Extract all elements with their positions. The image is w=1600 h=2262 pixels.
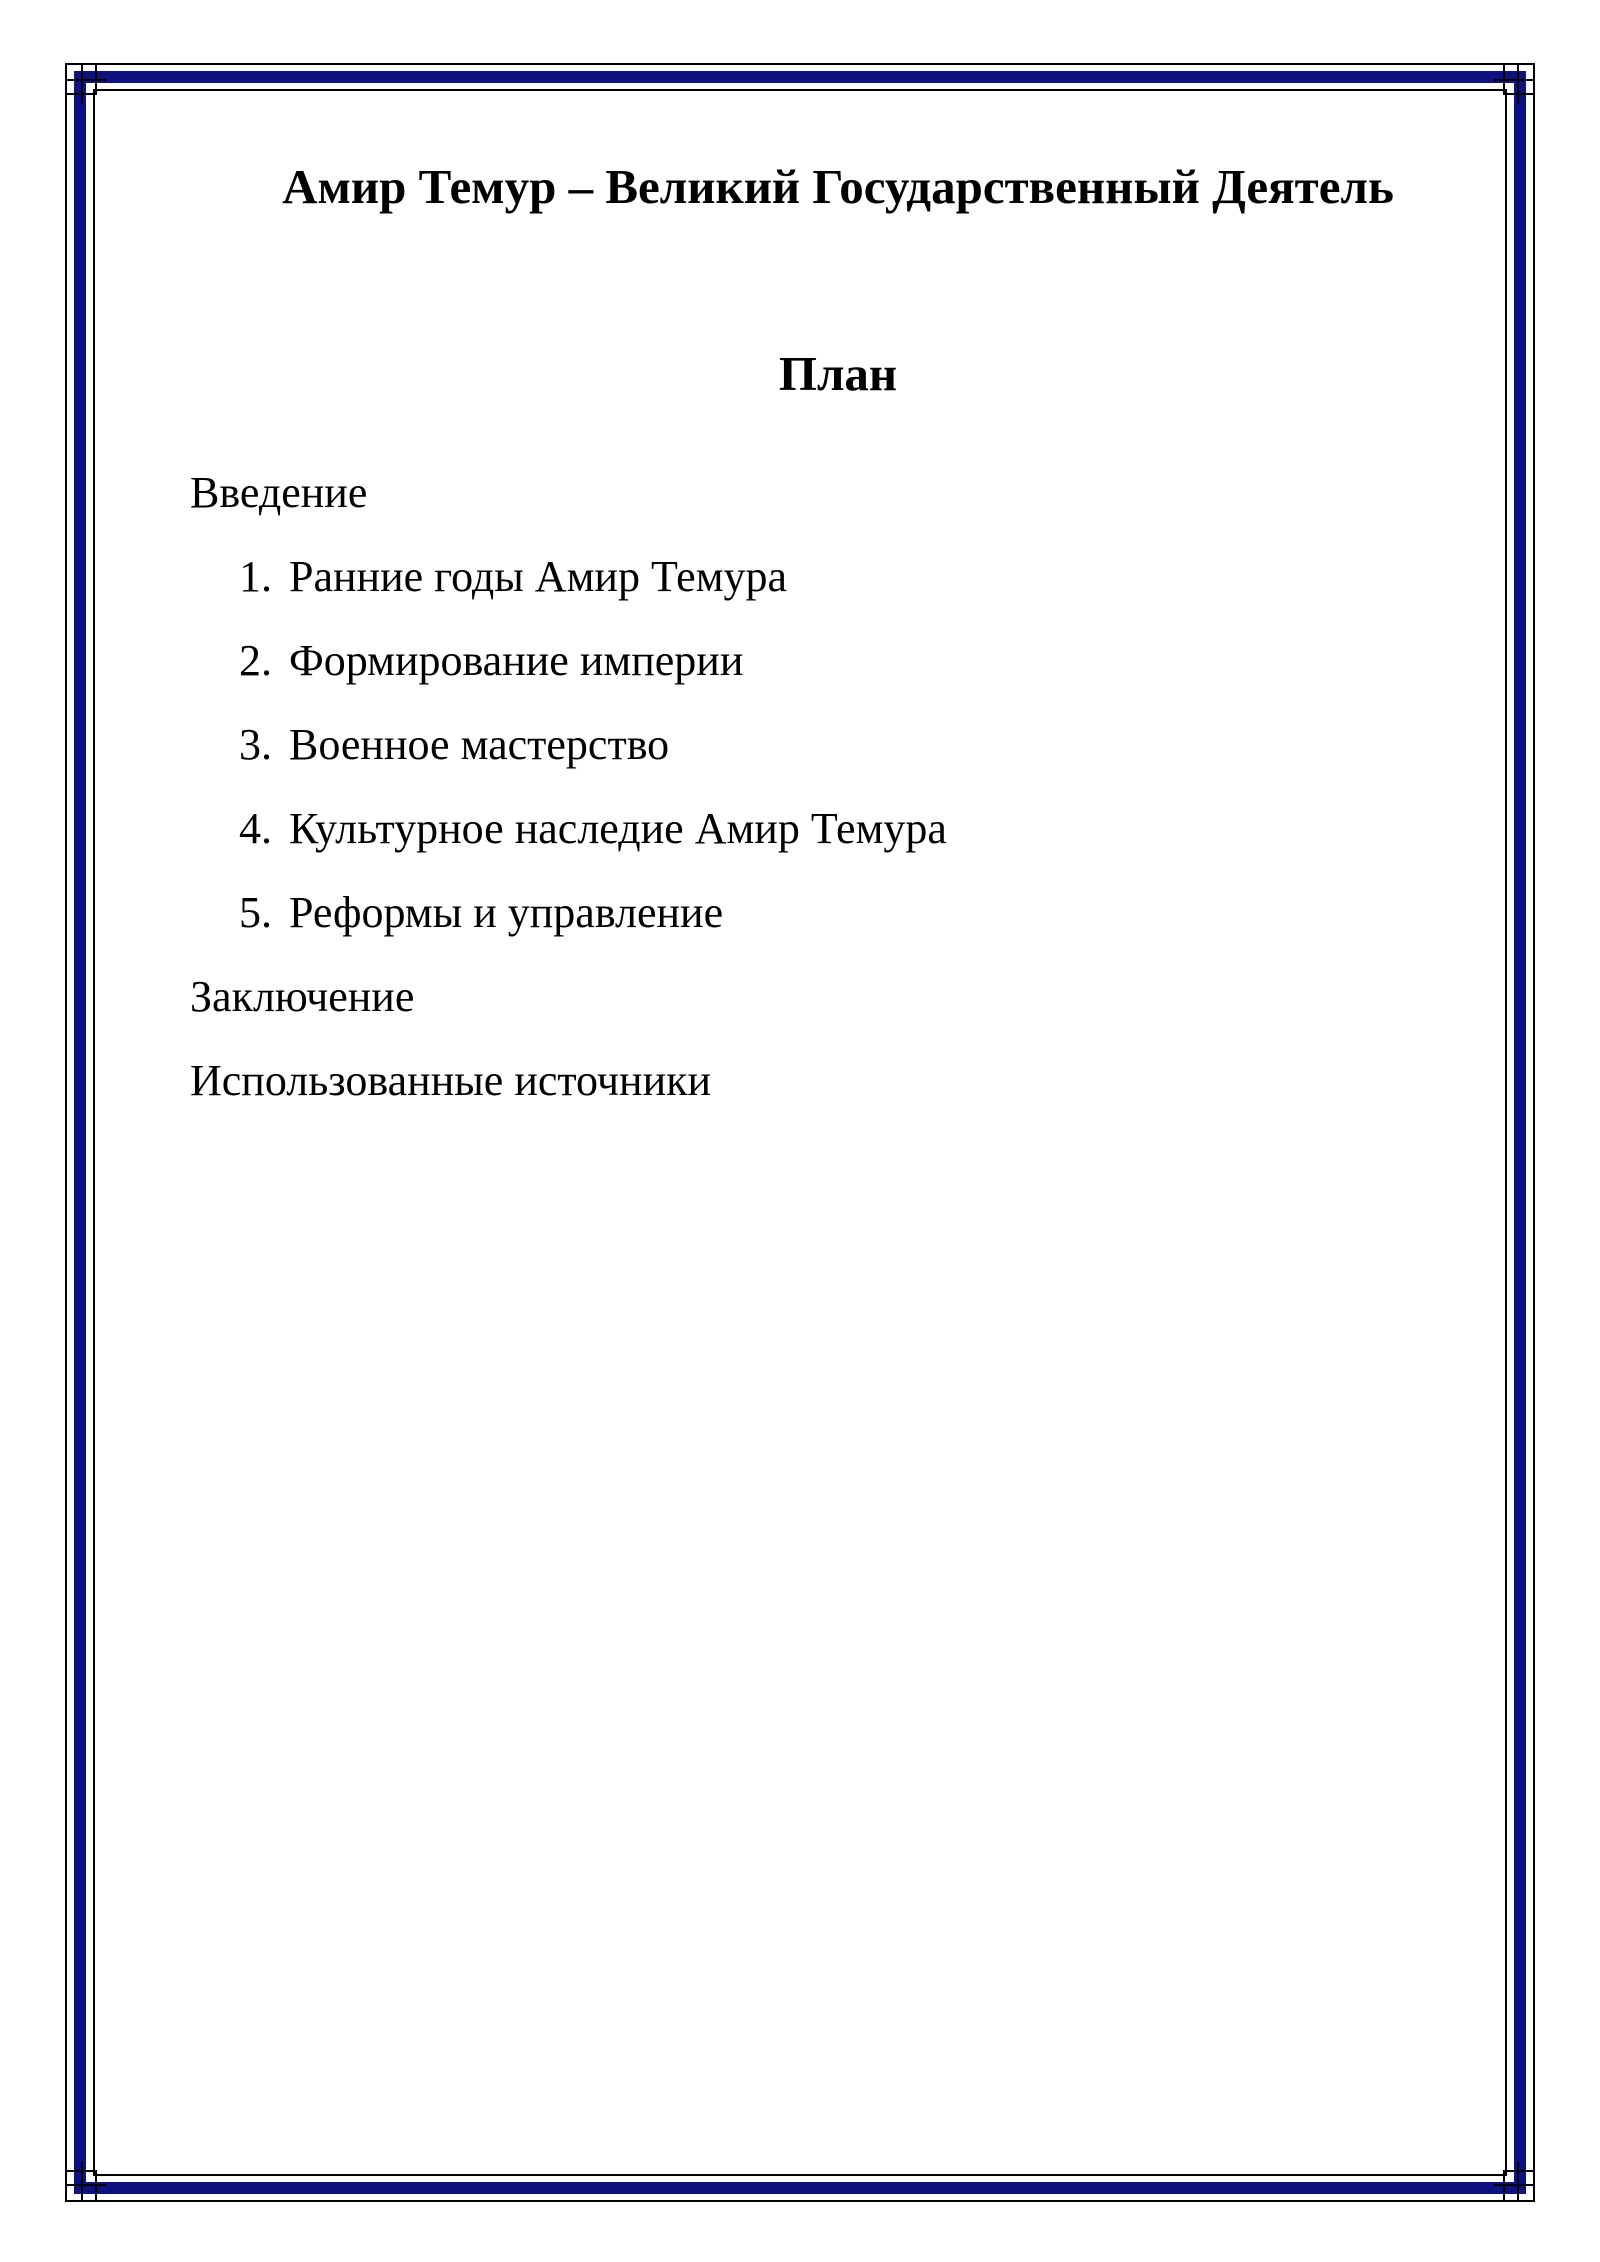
plan-item-label: Формирование империи (289, 636, 744, 685)
plan-item-label: Военное мастерство (289, 720, 670, 769)
plan-item-3 (239, 708, 669, 782)
document-title: Амир Темур – Великий Государственный Деятель (282, 159, 1394, 214)
plan-heading: План (778, 346, 898, 401)
plan-item-number: 2. (239, 636, 272, 685)
plan-item-number: 4. (239, 804, 272, 853)
plan-item-2 (239, 624, 743, 698)
plan-item-number: 5. (239, 888, 272, 937)
plan-item-sources: Использованные источники (190, 1056, 712, 1105)
plan-item-label: Реформы и управление (289, 888, 724, 937)
plan-item-1 (239, 540, 787, 614)
plan-item-4 (239, 792, 947, 866)
plan-item-number: 1. (239, 552, 272, 601)
plan-item-5 (239, 876, 723, 950)
plan-item-number: 3. (239, 720, 272, 769)
plan-item-label: Культурное наследие Амир Темура (289, 804, 947, 853)
plan-item-label: Ранние годы Амир Темура (289, 552, 788, 601)
plan-item-conclusion: Заключение (190, 972, 415, 1021)
plan-item-intro: Введение (190, 468, 368, 517)
